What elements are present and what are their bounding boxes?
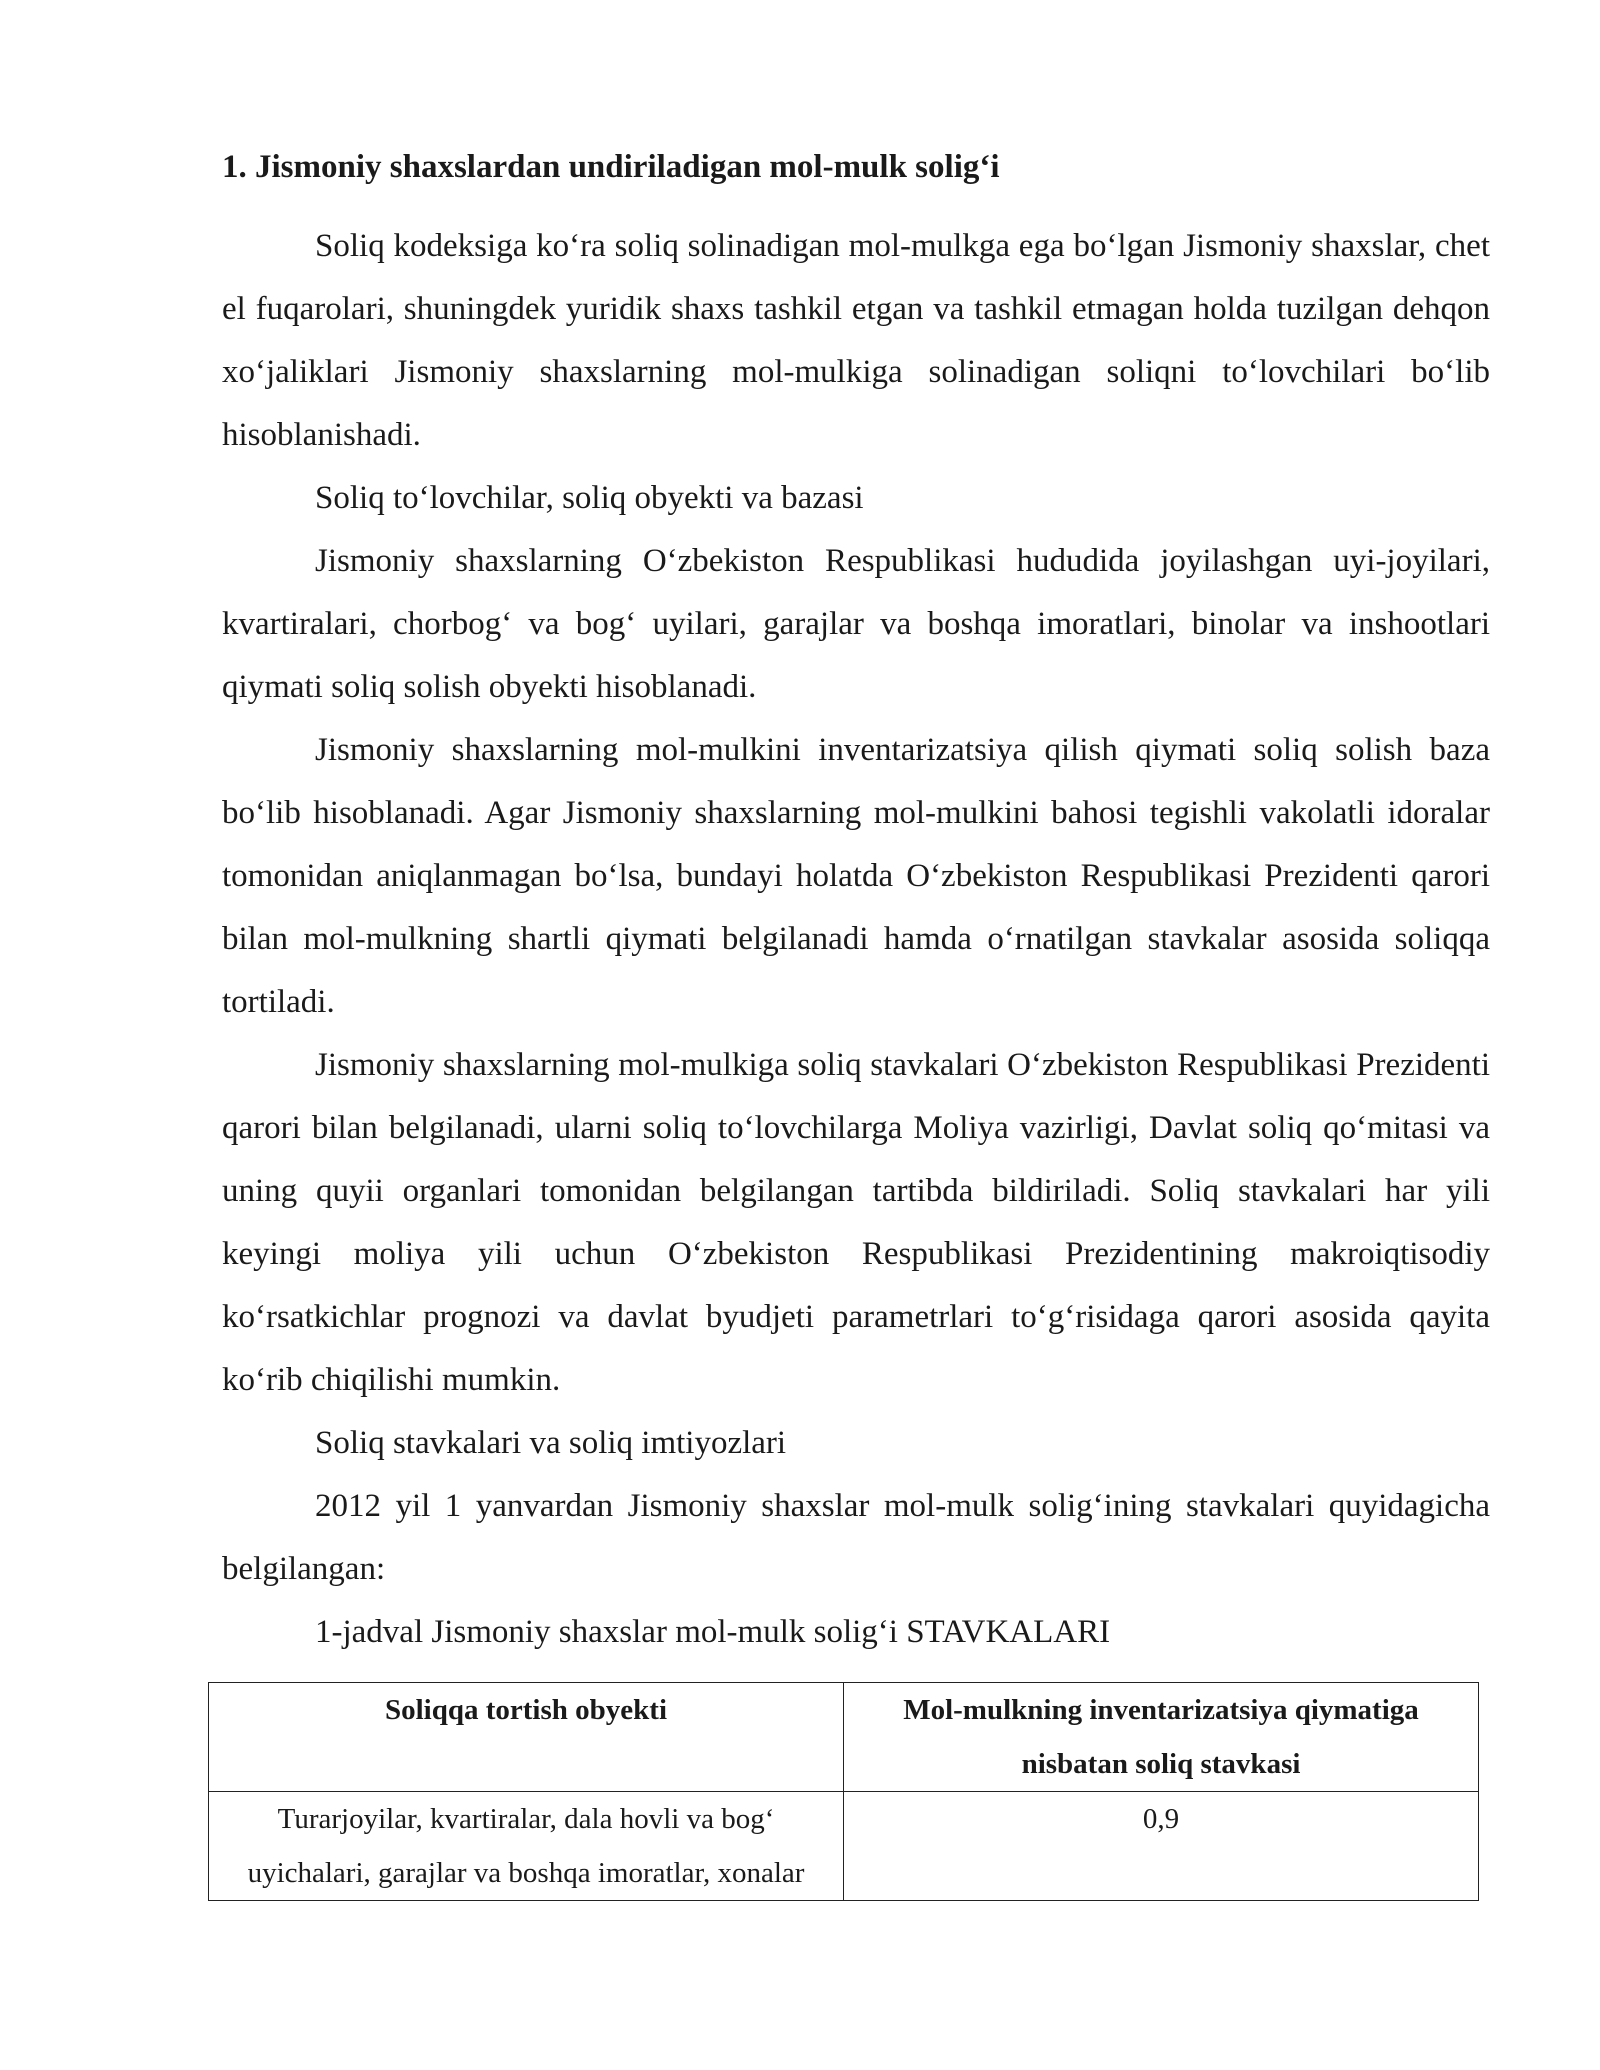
table-cell-rate: 0,9	[844, 1792, 1479, 1901]
table-header-row	[209, 1683, 1479, 1792]
table-header-cell: Soliqqa tortish obyekti	[209, 1683, 844, 1792]
rates-table-container	[208, 1682, 1478, 1901]
table-caption: 1-jadval Jismoniy shaxslar mol-mulk solig‘i STAVKALARI	[315, 1614, 1111, 1650]
paragraph-taxpayers: Soliq kodeksiga ko‘ra soliq solinadigan mol-mulkga ega bo‘lgan Jismoniy shaxslar, chet el fuqarolari, shuningdek yuridik shaxs tashkil etgan va tashkil etmagan holda tuzilgan dehqon xo‘jaliklari Jismoniy shaxslarning mol-mulkiga solinadigan soliqni to‘lovchilari bo‘lib hisoblanishadi.	[222, 228, 1490, 453]
paragraph-tax-object: Jismoniy shaxslarning O‘zbekiston Respublikasi hududida joyilashgan uyi-joyilari, kvartiralari, chorbog‘ va bog‘ uyilari, garajlar va boshqa imoratlari, binolar va inshootlari qiymati soliq solish obyekti hisoblanadi.	[222, 543, 1490, 705]
paragraph-rates-2012: 2012 yil 1 yanvardan Jismoniy shaxslar mol-mulk solig‘ining stavkalari quyidagicha belgilangan:	[222, 1488, 1490, 1587]
paragraph-tax-rates: Jismoniy shaxslarning mol-mulkiga soliq stavkalari O‘zbekiston Respublikasi Prezidenti qarori bilan belgilanadi, ularni soliq to‘lovchilarga Moliya vazirligi, Davlat soliq qo‘mitasi va uning quyii organlari tomonidan belgilangan tartibda bildiriladi. Soliq stavkalari har yili keyingi moliya yili uchun O‘zbekiston Respublikasi Prezidentining makroiqtisodiy ko‘rsatkichlar prognozi va davlat byudjeti parametrlari to‘g‘risidaga qarori asosida qayita ko‘rib chiqilishi mumkin.	[222, 1047, 1490, 1398]
section-heading: 1. Jismoniy shaxslardan undiriladigan mol-mulk solig‘i	[222, 149, 1000, 185]
table-cell-object: Turarjoyilar, kvartiralar, dala hovli va bog‘ uyichalari, garajlar va boshqa imoratlar, xonalar	[209, 1792, 844, 1901]
table-row	[209, 1792, 1479, 1901]
document-body	[222, 145, 1490, 1664]
subheading-rates-and-benefits: Soliq stavkalari va soliq imtiyozlari	[315, 1425, 787, 1461]
subheading-taxpayers-object-base: Soliq to‘lovchilar, soliq obyekti va bazasi	[315, 480, 864, 516]
paragraph-tax-base: Jismoniy shaxslarning mol-mulkini inventarizatsiya qilish qiymati soliq solish baza bo‘lib hisoblanadi. Agar Jismoniy shaxslarning mol-mulkini bahosi tegishli vakolatli idoralar tomonidan aniqlanmagan bo‘lsa, bundayi holatda O‘zbekiston Respublikasi Prezidenti qarori bilan mol-mulkning shartli qiymati belgilanadi hamda o‘rnatilgan stavkalar asosida soliqqa tortiladi.	[222, 732, 1490, 1020]
table-header-cell: Mol-mulkning inventarizatsiya qiymatiga nisbatan soliq stavkasi	[844, 1683, 1479, 1792]
rates-table	[208, 1682, 1479, 1901]
